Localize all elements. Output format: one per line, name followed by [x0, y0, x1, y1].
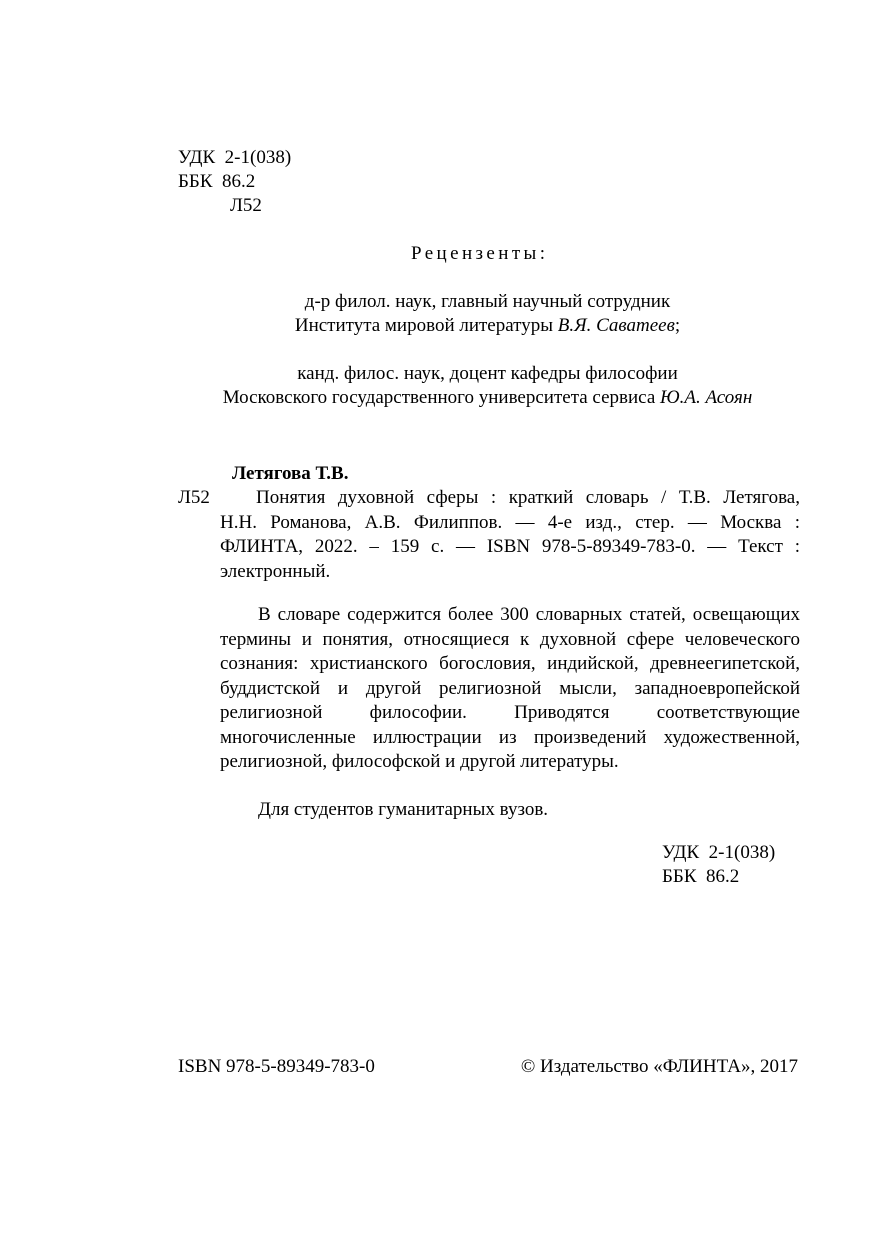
footer-copyright: © Издательство «ФЛИНТА», 2017 — [520, 1056, 798, 1077]
reviewer1-name: В.Я. Саватеев — [557, 315, 675, 336]
udk-value: 2-1(038) — [224, 147, 292, 168]
annotation-paragraph: В словаре содержится более 300 словарных статей, освещающих термины и понятия, относящиеся к духовной сфере человеческого сознания: христианского богословия, индийской, древнеегипетской, буддистской и другой религиозной мысли, западноевропейской религиозной философии. Приводятся соответствующие многочисленные иллюстрации из произведений художественной, религиозной, философской и другой литературы. — [220, 604, 800, 772]
bbk-label: ББК — [662, 866, 697, 887]
reviewers-heading: Рецензенты: — [411, 243, 549, 264]
bbk-value: 86.2 — [222, 171, 256, 192]
udk-label: УДК — [662, 842, 700, 863]
reviewer1-line2 — [0, 314, 886, 338]
biblio-line1: Понятия духовной сферы : краткий словарь / Т.В. Летягова, — [256, 487, 800, 508]
book-author: Летягова Т.В. — [232, 463, 349, 484]
bbk-label: ББК — [178, 171, 213, 192]
reviewer2-line1: канд. филос. наук, доцент кафедры философии — [297, 363, 678, 384]
footer-isbn: ISBN 978-5-89349-783-0 — [178, 1056, 375, 1077]
reviewer1-line1: д-р филол. наук, главный научный сотрудник — [304, 291, 671, 312]
author-mark-top: Л52 — [230, 195, 262, 216]
annotation-audience: Для студентов гуманитарных вузов. — [258, 799, 549, 820]
bbk-top — [178, 170, 255, 194]
bbk-value: 86.2 — [706, 866, 740, 887]
biblio-rest: Н.Н. Романова, А.В. Филиппов. — 4-е изд., стер. — Москва : ФЛИНТА, 2022. – 159 с. — ISBN 978-5-89349-783-0. — Текст : электронный. — [220, 511, 800, 582]
udk-top — [178, 146, 291, 170]
reviewer1-suffix: ; — [674, 315, 681, 336]
reviewer2-affiliation: Московского государственного университета сервиса — [222, 387, 661, 408]
author-mark-biblio: Л52 — [178, 487, 210, 508]
udk-value: 2-1(038) — [708, 842, 776, 863]
udk-label: УДК — [178, 147, 216, 168]
reviewer2-name: Ю.А. Асоян — [660, 387, 753, 408]
bbk-bottom — [662, 865, 739, 889]
reviewer1-affiliation: Института мировой литературы — [294, 315, 558, 336]
udk-bottom — [662, 841, 775, 865]
reviewer2-line2 — [0, 386, 886, 410]
